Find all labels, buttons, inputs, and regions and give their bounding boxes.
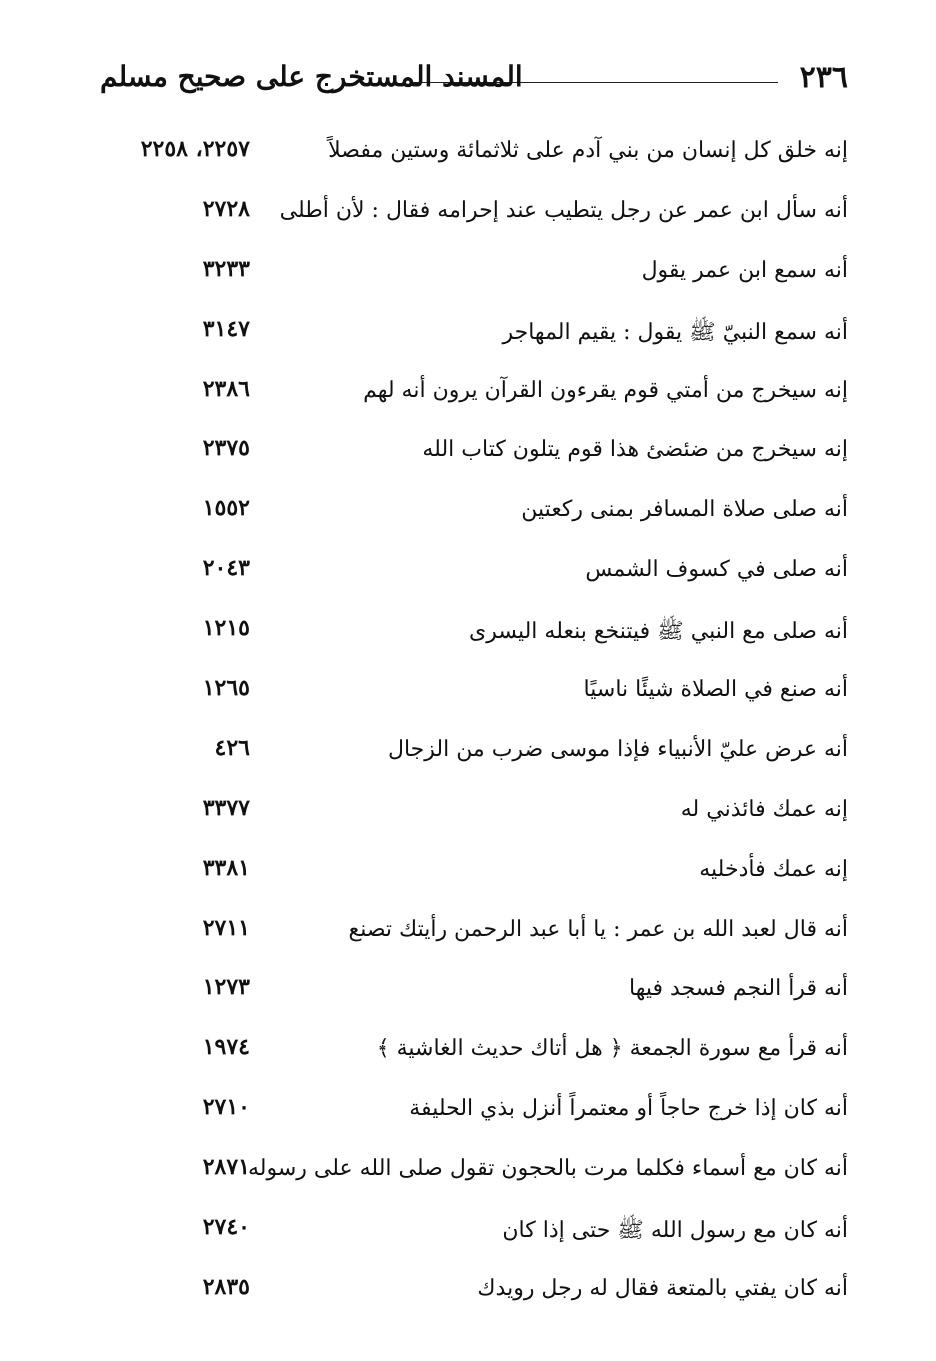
hadith-incipit: إنه خلق كل إنسان من بني آدم على ثلاثمائة وستين مفصلاً [328,138,848,163]
hadith-incipit: إنه عمك فأدخليه [699,856,848,882]
reference-number: ٣٣٧٧ [202,794,250,821]
reference-number: ٢٧١٠ [202,1094,250,1121]
index-entry [100,966,848,1026]
reference-number: ٢٠٤٣ [202,555,250,582]
reference-number: ٢٢٥٧، ٢٢٥٨ [140,136,250,162]
hadith-incipit: أنه كان مع أسماء فكلما مرت بالحجون تقول صلى الله على رسوله [247,1156,848,1182]
index-entry [100,607,848,667]
hadith-incipit: أنه قرأ مع سورة الجمعة ﴿ هل أتاك حديث الغاشية ﴾ [376,1036,848,1062]
reference-number: ٢٣٨٦ [202,375,250,402]
index-entry [100,667,848,727]
index-entry [100,907,848,967]
index-entry [100,487,848,547]
hadith-incipit: أنه كان مع رسول الله ﷺ حتى إذا كان [502,1218,848,1244]
reference-number: ٢٨٧١ [202,1154,250,1181]
hadith-incipit: أنه سمع ابن عمر يقول [641,257,848,283]
index-entry [100,308,848,368]
index-entry [100,188,848,248]
reference-number: ٣٢٣٣ [202,255,250,282]
page-number: ٢٣٦ [799,60,848,95]
reference-number: ٢٧٤٠ [202,1214,250,1241]
index-list [100,128,848,1326]
reference-number: ١٩٧٤ [202,1034,250,1061]
reference-number: ٢٨٣٥ [202,1273,250,1300]
hadith-incipit: أنه صلى مع النبي ﷺ فيتنخع بنعله اليسرى [468,619,848,645]
reference-number: ١٢٧٣ [202,974,250,1001]
index-entry [100,727,848,787]
hadith-incipit: أنه كان يفتي بالمتعة فقال له رجل رويدك [477,1275,848,1301]
hadith-incipit: أنه قرأ النجم فسجد فيها [629,976,848,1002]
reference-number: ٢٧٢٨ [202,195,250,222]
index-entry [100,248,848,308]
index-entry [100,368,848,428]
index-entry [100,787,848,847]
index-entry [100,1266,848,1326]
hadith-incipit: إنه سيخرج من ضئضئ هذا قوم يتلون كتاب الله [422,437,848,463]
reference-number: ٣٣٨١ [202,854,250,881]
index-entry [100,427,848,487]
hadith-incipit: إنه عمك فائذني له [680,796,848,822]
reference-number: ٣١٤٧ [202,315,250,342]
reference-number: ٢٧١١ [202,914,250,941]
hadith-incipit: أنه قال لعبد الله بن عمر : يا أبا عبد الرحمن رأيتك تصنع [348,916,848,942]
hadith-incipit: إنه سيخرج من أمتي قوم يقرءون القرآن يرون أنه لهم [363,377,848,403]
book-title: المسند المستخرج على صحيح مسلم [100,60,523,93]
index-entry [100,1086,848,1146]
index-entry [100,1026,848,1086]
index-entry [100,547,848,607]
hadith-incipit: أنه صلى في كسوف الشمس [585,557,848,583]
hadith-incipit: أنه صنع في الصلاة شيئًا ناسيًا [583,677,848,703]
hadith-incipit: أنه صلى صلاة المسافر بمنى ركعتين [521,497,848,523]
reference-number: ٢٣٧٥ [202,435,250,462]
hadith-incipit: أنه كان إذا خرج حاجاً أو معتمراً أنزل بذي الحليفة [409,1096,848,1122]
index-entry [100,1146,848,1206]
hadith-incipit: أنه عرض عليّ الأنبياء فإذا موسى ضرب من الزجال [387,736,848,762]
running-header [100,56,848,106]
reference-number: ١٥٥٢ [202,495,250,522]
reference-number: ١٢٦٥ [202,675,250,702]
index-entry [100,1206,848,1266]
hadith-incipit: أنه سأل ابن عمر عن رجل يتطيب عند إحرامه فقال : لأن أطلى [279,197,848,223]
index-entry [100,128,848,188]
reference-number: ١٢١٥ [202,615,250,642]
hadith-incipit: أنه سمع النبيّ ﷺ يقول : يقيم المهاجر [502,319,848,345]
index-entry [100,847,848,907]
reference-number: ٤٢٦ [214,734,250,761]
